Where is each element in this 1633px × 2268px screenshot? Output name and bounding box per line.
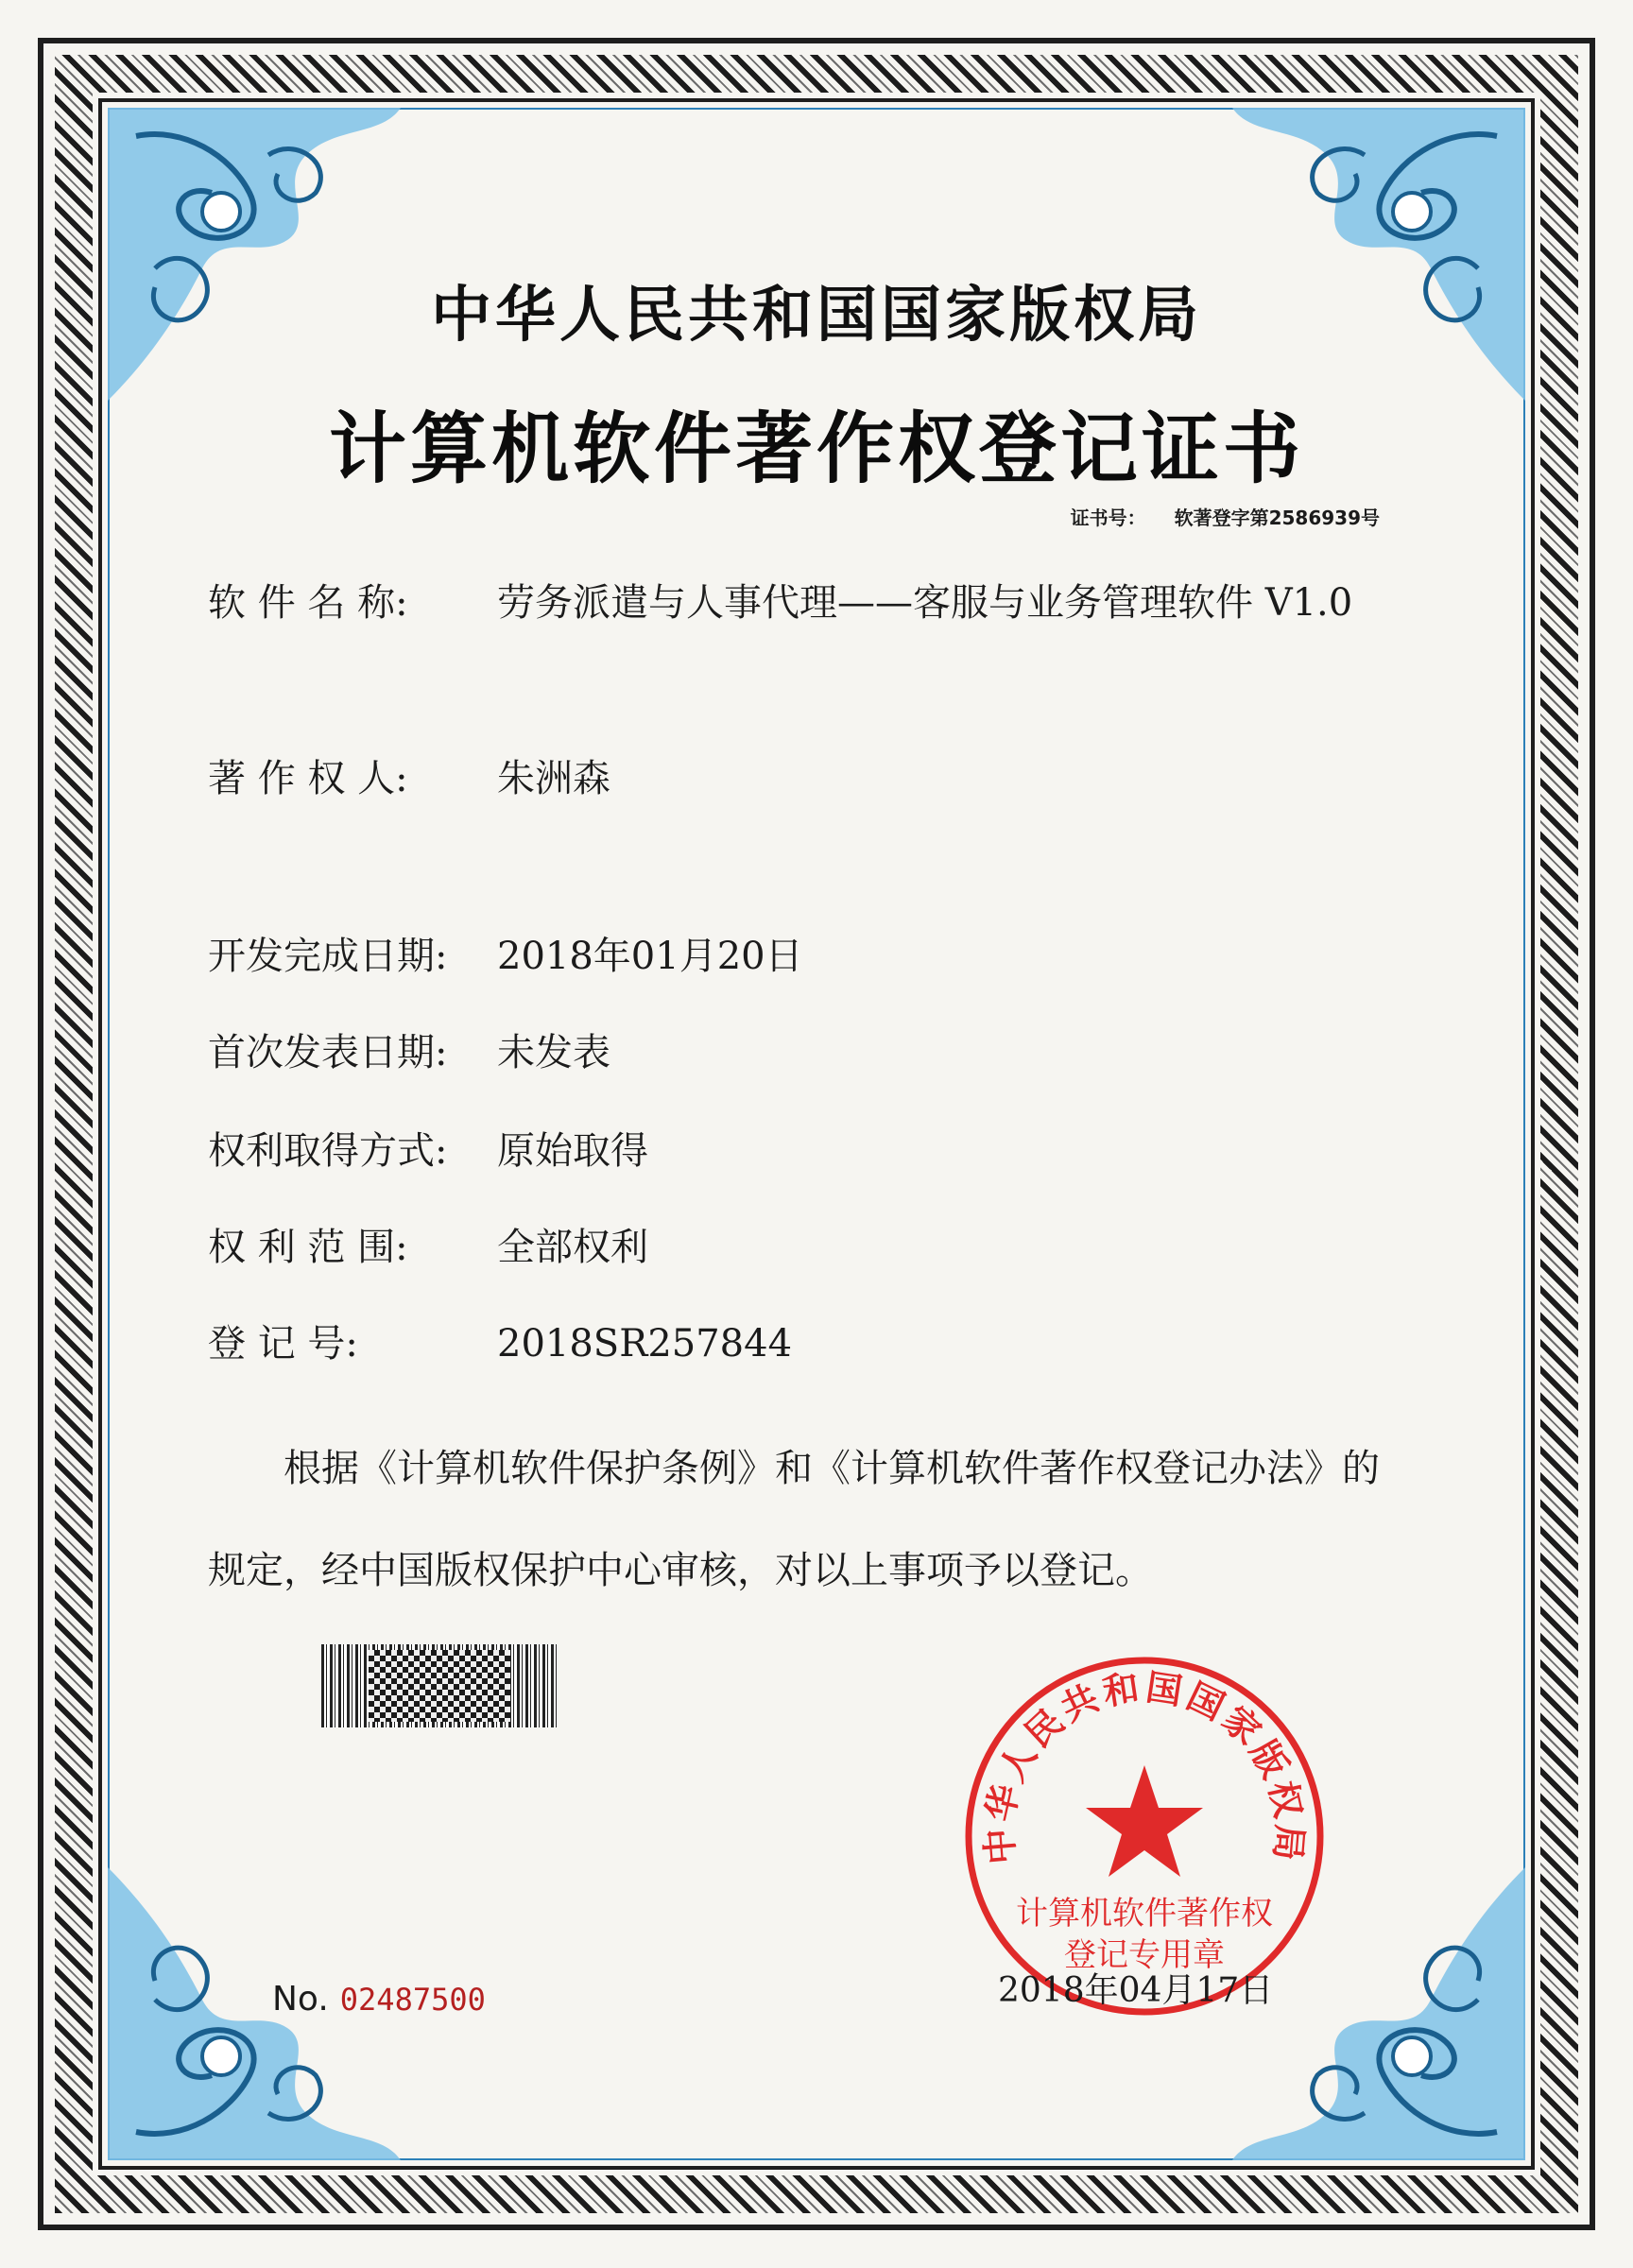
seal-line2: 登记专用章 — [1064, 1936, 1225, 1974]
field-owner — [208, 754, 610, 803]
certificate-number — [1071, 503, 1380, 530]
field-label: 登 记 号: — [208, 1322, 358, 1366]
seal-ring-text: 中华人民共和国国家版权局 — [977, 1666, 1312, 1866]
field-value: 未发表 — [497, 1031, 610, 1074]
barcode — [321, 1644, 558, 1727]
corner-ornament-icon — [98, 98, 410, 410]
serial-number — [272, 1980, 486, 2019]
field-label: 权利取得方式: — [208, 1129, 448, 1173]
field-value: 全部权利 — [497, 1226, 648, 1269]
serial-value: 02487500 — [339, 1982, 486, 2018]
field-value: 2018SR257844 — [497, 1322, 793, 1366]
field-publish-date — [208, 1028, 610, 1077]
field-scope — [208, 1223, 648, 1272]
seal-line1: 计算机软件著作权 — [1016, 1895, 1273, 1933]
certificate-number-value: 软著登字第2586939号 — [1174, 507, 1380, 529]
field-registration-number — [208, 1319, 792, 1368]
corner-ornament-icon — [1223, 98, 1535, 410]
field-label: 著 作 权 人: — [208, 757, 408, 800]
body-paragraph-line1: 根据《计算机软件保护条例》和《计算机软件著作权登记办法》的 — [284, 1447, 1380, 1490]
field-acquisition — [208, 1126, 648, 1176]
field-value: 2018年01月20日 — [497, 935, 803, 978]
qr-code-icon — [369, 1650, 510, 1722]
field-label: 权 利 范 围: — [208, 1226, 408, 1269]
field-label: 首次发表日期: — [208, 1031, 448, 1074]
issuer-title: 中华人民共和国国家版权局 — [431, 281, 1202, 351]
body-paragraph-line2: 规定，经中国版权保护中心审核，对以上事项予以登记。 — [208, 1549, 1153, 1592]
field-value: 原始取得 — [497, 1129, 648, 1173]
star-icon — [1086, 1765, 1203, 1877]
field-value: 劳务派遣与人事代理——客服与业务管理软件 V1.0 — [497, 581, 1353, 625]
field-dev-date — [208, 932, 803, 981]
certificate-title: 计算机软件著作权登记证书 — [328, 404, 1304, 494]
field-software-name — [208, 578, 1404, 627]
issue-date: 2018年04月17日 — [998, 1971, 1274, 2010]
serial-label: No. — [272, 1980, 329, 2019]
certificate-number-label: 证书号： — [1070, 507, 1146, 529]
field-label: 软 件 名 称: — [208, 581, 408, 625]
field-value: 朱洲森 — [497, 757, 610, 800]
field-label: 开发完成日期: — [208, 935, 448, 978]
